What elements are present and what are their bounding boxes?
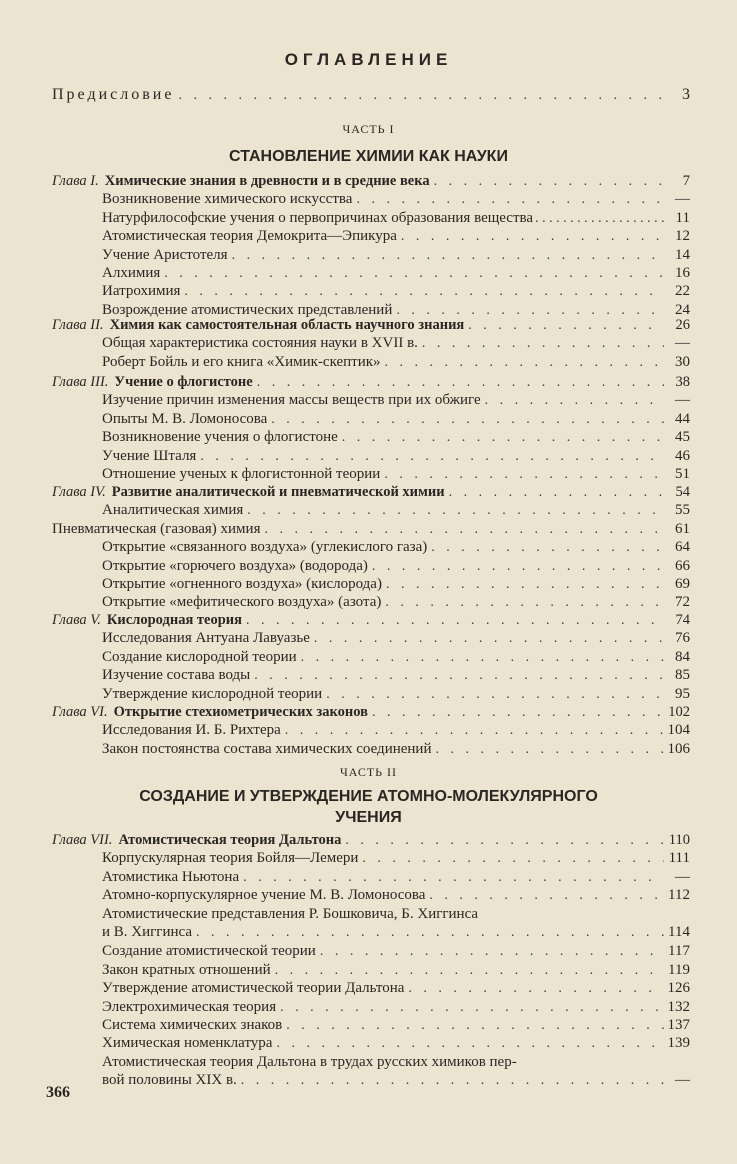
dot-leader bbox=[246, 612, 664, 630]
toc-section[interactable] bbox=[52, 428, 690, 446]
toc-section[interactable] bbox=[52, 465, 690, 483]
toc-section[interactable] bbox=[52, 666, 690, 684]
chapter-2 bbox=[52, 316, 690, 371]
preface-page: 3 bbox=[682, 86, 690, 103]
chapter-page: 102 bbox=[668, 704, 690, 720]
section-page: 84 bbox=[675, 648, 690, 665]
chapter-page: 26 bbox=[675, 317, 690, 333]
chapter-1 bbox=[52, 172, 690, 319]
section-title: Алхимия bbox=[102, 264, 161, 281]
toc-section[interactable] bbox=[52, 557, 690, 575]
section-title: Открытие «огненного воздуха» (кислорода) bbox=[102, 575, 382, 592]
dot-leader bbox=[431, 539, 664, 557]
section-title-continued: вой половины XIX в. bbox=[102, 1072, 237, 1089]
dot-leader bbox=[264, 521, 664, 539]
chapter-page: 54 bbox=[675, 484, 690, 500]
section-page: 126 bbox=[667, 980, 690, 997]
toc-section[interactable] bbox=[52, 979, 690, 997]
dot-leader bbox=[232, 247, 664, 265]
dot-leader bbox=[257, 374, 664, 392]
part-2-label: ЧАСТЬ II bbox=[339, 765, 398, 779]
toc-section[interactable] bbox=[52, 575, 690, 593]
dot-leader bbox=[345, 832, 664, 850]
section-page: — bbox=[675, 868, 690, 885]
section-page: 22 bbox=[675, 283, 690, 300]
section-title: Отношение ученых к флогистонной теории bbox=[102, 465, 381, 482]
dot-leader bbox=[164, 265, 664, 283]
chapter-heading[interactable] bbox=[52, 483, 690, 501]
dot-leader bbox=[184, 283, 664, 301]
section-title: Атомистические представления Р. Бошковича, Б. Хиггинса bbox=[102, 905, 479, 922]
section-title: Пневматическая (газовая) химия bbox=[52, 520, 261, 537]
toc-section[interactable] bbox=[52, 998, 690, 1016]
section-title: Иатрохимия bbox=[102, 283, 181, 300]
dot-leader bbox=[247, 502, 664, 520]
chapter-heading[interactable] bbox=[52, 703, 690, 721]
section-title: Исследования И. Б. Рихтера bbox=[102, 722, 281, 739]
section-page: — bbox=[675, 191, 690, 208]
dot-leader bbox=[429, 887, 664, 905]
section-title: Роберт Бойль и его книга «Химик-скептик» bbox=[102, 353, 381, 370]
dot-leader bbox=[422, 335, 664, 353]
page-number: 366 bbox=[46, 1084, 70, 1101]
toc-section[interactable] bbox=[52, 685, 690, 703]
section-page: 66 bbox=[675, 557, 690, 574]
section-page: 61 bbox=[675, 520, 690, 537]
toc-section[interactable] bbox=[52, 868, 690, 886]
part-1-title: СТАНОВЛЕНИЕ ХИМИИ КАК НАУКИ bbox=[229, 148, 508, 165]
toc-section[interactable] bbox=[52, 334, 690, 352]
chapter-6 bbox=[52, 703, 690, 758]
dot-leader bbox=[408, 980, 663, 998]
section-title: Создание кислородной теории bbox=[102, 648, 297, 665]
dot-leader bbox=[385, 354, 664, 372]
chapter-number: Глава VI. bbox=[52, 704, 108, 720]
toc-section[interactable] bbox=[52, 961, 690, 979]
toc-section[interactable] bbox=[52, 501, 690, 519]
dot-leader bbox=[254, 667, 664, 685]
section-title: Корпускулярная теория Бойля—Лемери bbox=[102, 850, 359, 867]
toc-section[interactable] bbox=[52, 1016, 690, 1034]
dot-leader bbox=[386, 576, 664, 594]
section-title: Атомистическая теория Дальтона в трудах русских химиков пер- bbox=[102, 1053, 517, 1070]
section-title: Атомистика Ньютона bbox=[102, 868, 240, 885]
dot-leader bbox=[535, 210, 666, 228]
dot-leader bbox=[241, 1072, 664, 1090]
section-page: 55 bbox=[675, 502, 690, 519]
section-page: 112 bbox=[668, 887, 690, 904]
chapter-title: Учение о флогистоне bbox=[114, 374, 253, 390]
toc-section[interactable] bbox=[52, 942, 690, 960]
toc-section[interactable] bbox=[52, 1034, 690, 1052]
toc-section[interactable] bbox=[52, 538, 690, 556]
section-page: 14 bbox=[675, 246, 690, 263]
dot-leader bbox=[372, 704, 664, 722]
section-title: Натурфилософские учения о первопричинах образования вещества bbox=[102, 209, 534, 226]
section-page: 111 bbox=[668, 850, 690, 867]
section-page: 114 bbox=[668, 923, 690, 940]
dot-leader bbox=[449, 484, 664, 502]
section-page: 119 bbox=[668, 961, 690, 978]
section-title-continued: и В. Хиггинса bbox=[102, 923, 192, 940]
chapter-number: Глава VII. bbox=[52, 832, 113, 848]
section-page: 72 bbox=[675, 594, 690, 611]
chapter-title: Кислородная теория bbox=[106, 612, 242, 628]
section-title: Учение Шталя bbox=[102, 447, 197, 464]
toc-section[interactable] bbox=[52, 721, 690, 739]
section-page: 46 bbox=[675, 447, 690, 464]
toc-section[interactable] bbox=[52, 227, 690, 245]
chapter-title: Химия как самостоятельная область научного знания bbox=[109, 317, 465, 333]
toc-section[interactable] bbox=[52, 593, 690, 611]
dot-leader bbox=[286, 1017, 663, 1035]
section-title: Система химических знаков bbox=[102, 1016, 283, 1033]
dot-leader bbox=[436, 741, 664, 759]
section-title: Возникновение учения о флогистоне bbox=[102, 429, 338, 446]
dot-leader bbox=[485, 392, 664, 410]
chapter-title: Химические знания в древности и в средние века bbox=[104, 173, 430, 189]
chapter-heading[interactable] bbox=[52, 611, 690, 629]
dot-leader bbox=[243, 869, 664, 887]
dot-leader bbox=[301, 649, 664, 667]
section-page: — bbox=[675, 392, 690, 409]
chapter-title: Развитие аналитической и пневматической химии bbox=[111, 484, 445, 500]
section-title: Атомистическая теория Демокрита—Эпикура bbox=[102, 228, 397, 245]
dot-leader bbox=[285, 722, 664, 740]
section-page: 51 bbox=[675, 465, 690, 482]
chapter-number: Глава III. bbox=[52, 374, 109, 390]
dot-leader bbox=[434, 173, 664, 191]
preface-label: Предисловие bbox=[52, 86, 175, 103]
section-title: Исследования Антуана Лавуазье bbox=[102, 630, 310, 647]
section-page: 44 bbox=[675, 410, 690, 427]
toc-section[interactable] bbox=[52, 264, 690, 282]
toc-section[interactable] bbox=[52, 447, 690, 465]
chapter-7 bbox=[52, 831, 690, 1091]
dot-leader bbox=[320, 943, 664, 961]
section-title: Открытие «мефитического воздуха» (азота) bbox=[102, 594, 382, 611]
section-title: Открытие «связанного воздуха» (углекислого газа) bbox=[102, 539, 428, 556]
toc-section[interactable] bbox=[52, 905, 690, 943]
dot-leader bbox=[314, 630, 664, 648]
section-page: 45 bbox=[675, 429, 690, 446]
dot-leader bbox=[196, 924, 664, 942]
dot-leader bbox=[468, 317, 664, 335]
chapter-heading[interactable] bbox=[52, 172, 690, 190]
chapter-5 bbox=[52, 611, 690, 703]
section-page: — bbox=[675, 1072, 690, 1089]
dot-leader bbox=[362, 850, 664, 868]
chapter-heading[interactable] bbox=[52, 373, 690, 391]
toc-section[interactable] bbox=[52, 648, 690, 666]
section-page: 69 bbox=[675, 575, 690, 592]
chapter-title: Открытие стехиометрических законов bbox=[113, 704, 368, 720]
section-page: 139 bbox=[667, 1035, 690, 1052]
chapter-number: Глава I. bbox=[52, 173, 99, 189]
toc-section[interactable] bbox=[52, 740, 690, 758]
section-title: Изучение причин изменения массы веществ при их обжиге bbox=[102, 392, 481, 409]
part-2-title-line1: СОЗДАНИЕ И УТВЕРЖДЕНИЕ АТОМНО-МОЛЕКУЛЯРНОГО bbox=[139, 788, 598, 805]
toc-section[interactable] bbox=[52, 209, 690, 227]
dot-leader bbox=[200, 448, 664, 466]
toc-section[interactable] bbox=[52, 1053, 690, 1091]
section-page: 11 bbox=[675, 209, 690, 226]
dot-leader bbox=[356, 191, 664, 209]
dot-leader bbox=[342, 429, 664, 447]
toc-section[interactable] bbox=[52, 886, 690, 904]
chapter-number: Глава II. bbox=[52, 317, 104, 333]
toc-section[interactable] bbox=[52, 849, 690, 867]
chapter-number: Глава V. bbox=[52, 612, 101, 628]
section-title: Учение Аристотеля bbox=[102, 246, 228, 263]
chapter-page: 38 bbox=[675, 374, 690, 390]
toc-section[interactable] bbox=[52, 353, 690, 371]
dot-leader bbox=[384, 466, 664, 484]
section-page: 106 bbox=[667, 740, 690, 757]
section-page: 85 bbox=[675, 667, 690, 684]
dot-leader bbox=[178, 88, 664, 104]
chapter-page: 74 bbox=[675, 612, 690, 628]
section-page: 24 bbox=[675, 301, 690, 318]
section-title: Утверждение атомистической теории Дальтона bbox=[102, 980, 405, 997]
dot-leader bbox=[401, 228, 664, 246]
toc-section[interactable] bbox=[52, 520, 690, 538]
dot-leader bbox=[271, 411, 664, 429]
chapter-heading[interactable] bbox=[52, 831, 690, 849]
part-2-title bbox=[60, 786, 677, 828]
section-page: 95 bbox=[675, 685, 690, 702]
chapter-number: Глава IV. bbox=[52, 484, 106, 500]
section-page: — bbox=[675, 335, 690, 352]
section-title: Открытие «горючего воздуха» (водорода) bbox=[102, 557, 368, 574]
section-title: Возрождение атомистических представлений bbox=[102, 301, 393, 318]
dot-leader bbox=[275, 962, 664, 980]
page-title: ОГЛАВЛЕНИЕ bbox=[284, 50, 453, 69]
section-title: Возникновение химического искусства bbox=[102, 191, 353, 208]
dot-leader bbox=[385, 594, 664, 612]
section-title: Общая характеристика состояния науки в XVII в. bbox=[102, 335, 418, 352]
section-title: Аналитическая химия bbox=[102, 502, 244, 519]
section-title: Электрохимическая теория bbox=[102, 998, 277, 1015]
section-title: Закон постоянства состава химических соединений bbox=[102, 740, 432, 757]
dot-leader bbox=[372, 558, 664, 576]
section-title: Изучение состава воды bbox=[102, 667, 251, 684]
section-title: Химическая номенклатура bbox=[102, 1035, 273, 1052]
dot-leader bbox=[280, 999, 663, 1017]
dot-leader bbox=[276, 1035, 663, 1053]
section-title: Атомно-корпускулярное учение М. В. Ломоносова bbox=[102, 887, 426, 904]
section-page: 30 bbox=[675, 353, 690, 370]
part-1-label: ЧАСТЬ I bbox=[342, 122, 395, 136]
toc-section[interactable] bbox=[52, 282, 690, 300]
chapter-page: 110 bbox=[668, 832, 690, 848]
section-page: 16 bbox=[675, 264, 690, 281]
section-title: Утверждение кислородной теории bbox=[102, 685, 323, 702]
part-2-title-line2: УЧЕНИЯ bbox=[335, 809, 402, 826]
section-page: 117 bbox=[668, 943, 690, 960]
chapter-title: Атомистическая теория Дальтона bbox=[118, 832, 342, 848]
toc-section[interactable] bbox=[52, 629, 690, 647]
chapter-3 bbox=[52, 373, 690, 483]
chapter-4 bbox=[52, 483, 690, 612]
chapter-heading[interactable] bbox=[52, 316, 690, 334]
section-page: 12 bbox=[675, 228, 690, 245]
dot-leader bbox=[326, 686, 664, 704]
section-page: 76 bbox=[675, 630, 690, 647]
section-page: 104 bbox=[667, 722, 690, 739]
section-page: 64 bbox=[675, 539, 690, 556]
toc-section[interactable] bbox=[52, 190, 690, 208]
section-page: 137 bbox=[667, 1016, 690, 1033]
toc-section[interactable] bbox=[52, 246, 690, 264]
toc-section[interactable] bbox=[52, 410, 690, 428]
section-page: 132 bbox=[667, 998, 690, 1015]
section-title: Создание атомистической теории bbox=[102, 943, 316, 960]
section-title: Опыты М. В. Ломоносова bbox=[102, 410, 268, 427]
toc-section[interactable] bbox=[52, 391, 690, 409]
preface-entry[interactable] bbox=[52, 86, 690, 104]
section-title: Закон кратных отношений bbox=[102, 961, 271, 978]
chapter-page: 7 bbox=[682, 173, 690, 189]
